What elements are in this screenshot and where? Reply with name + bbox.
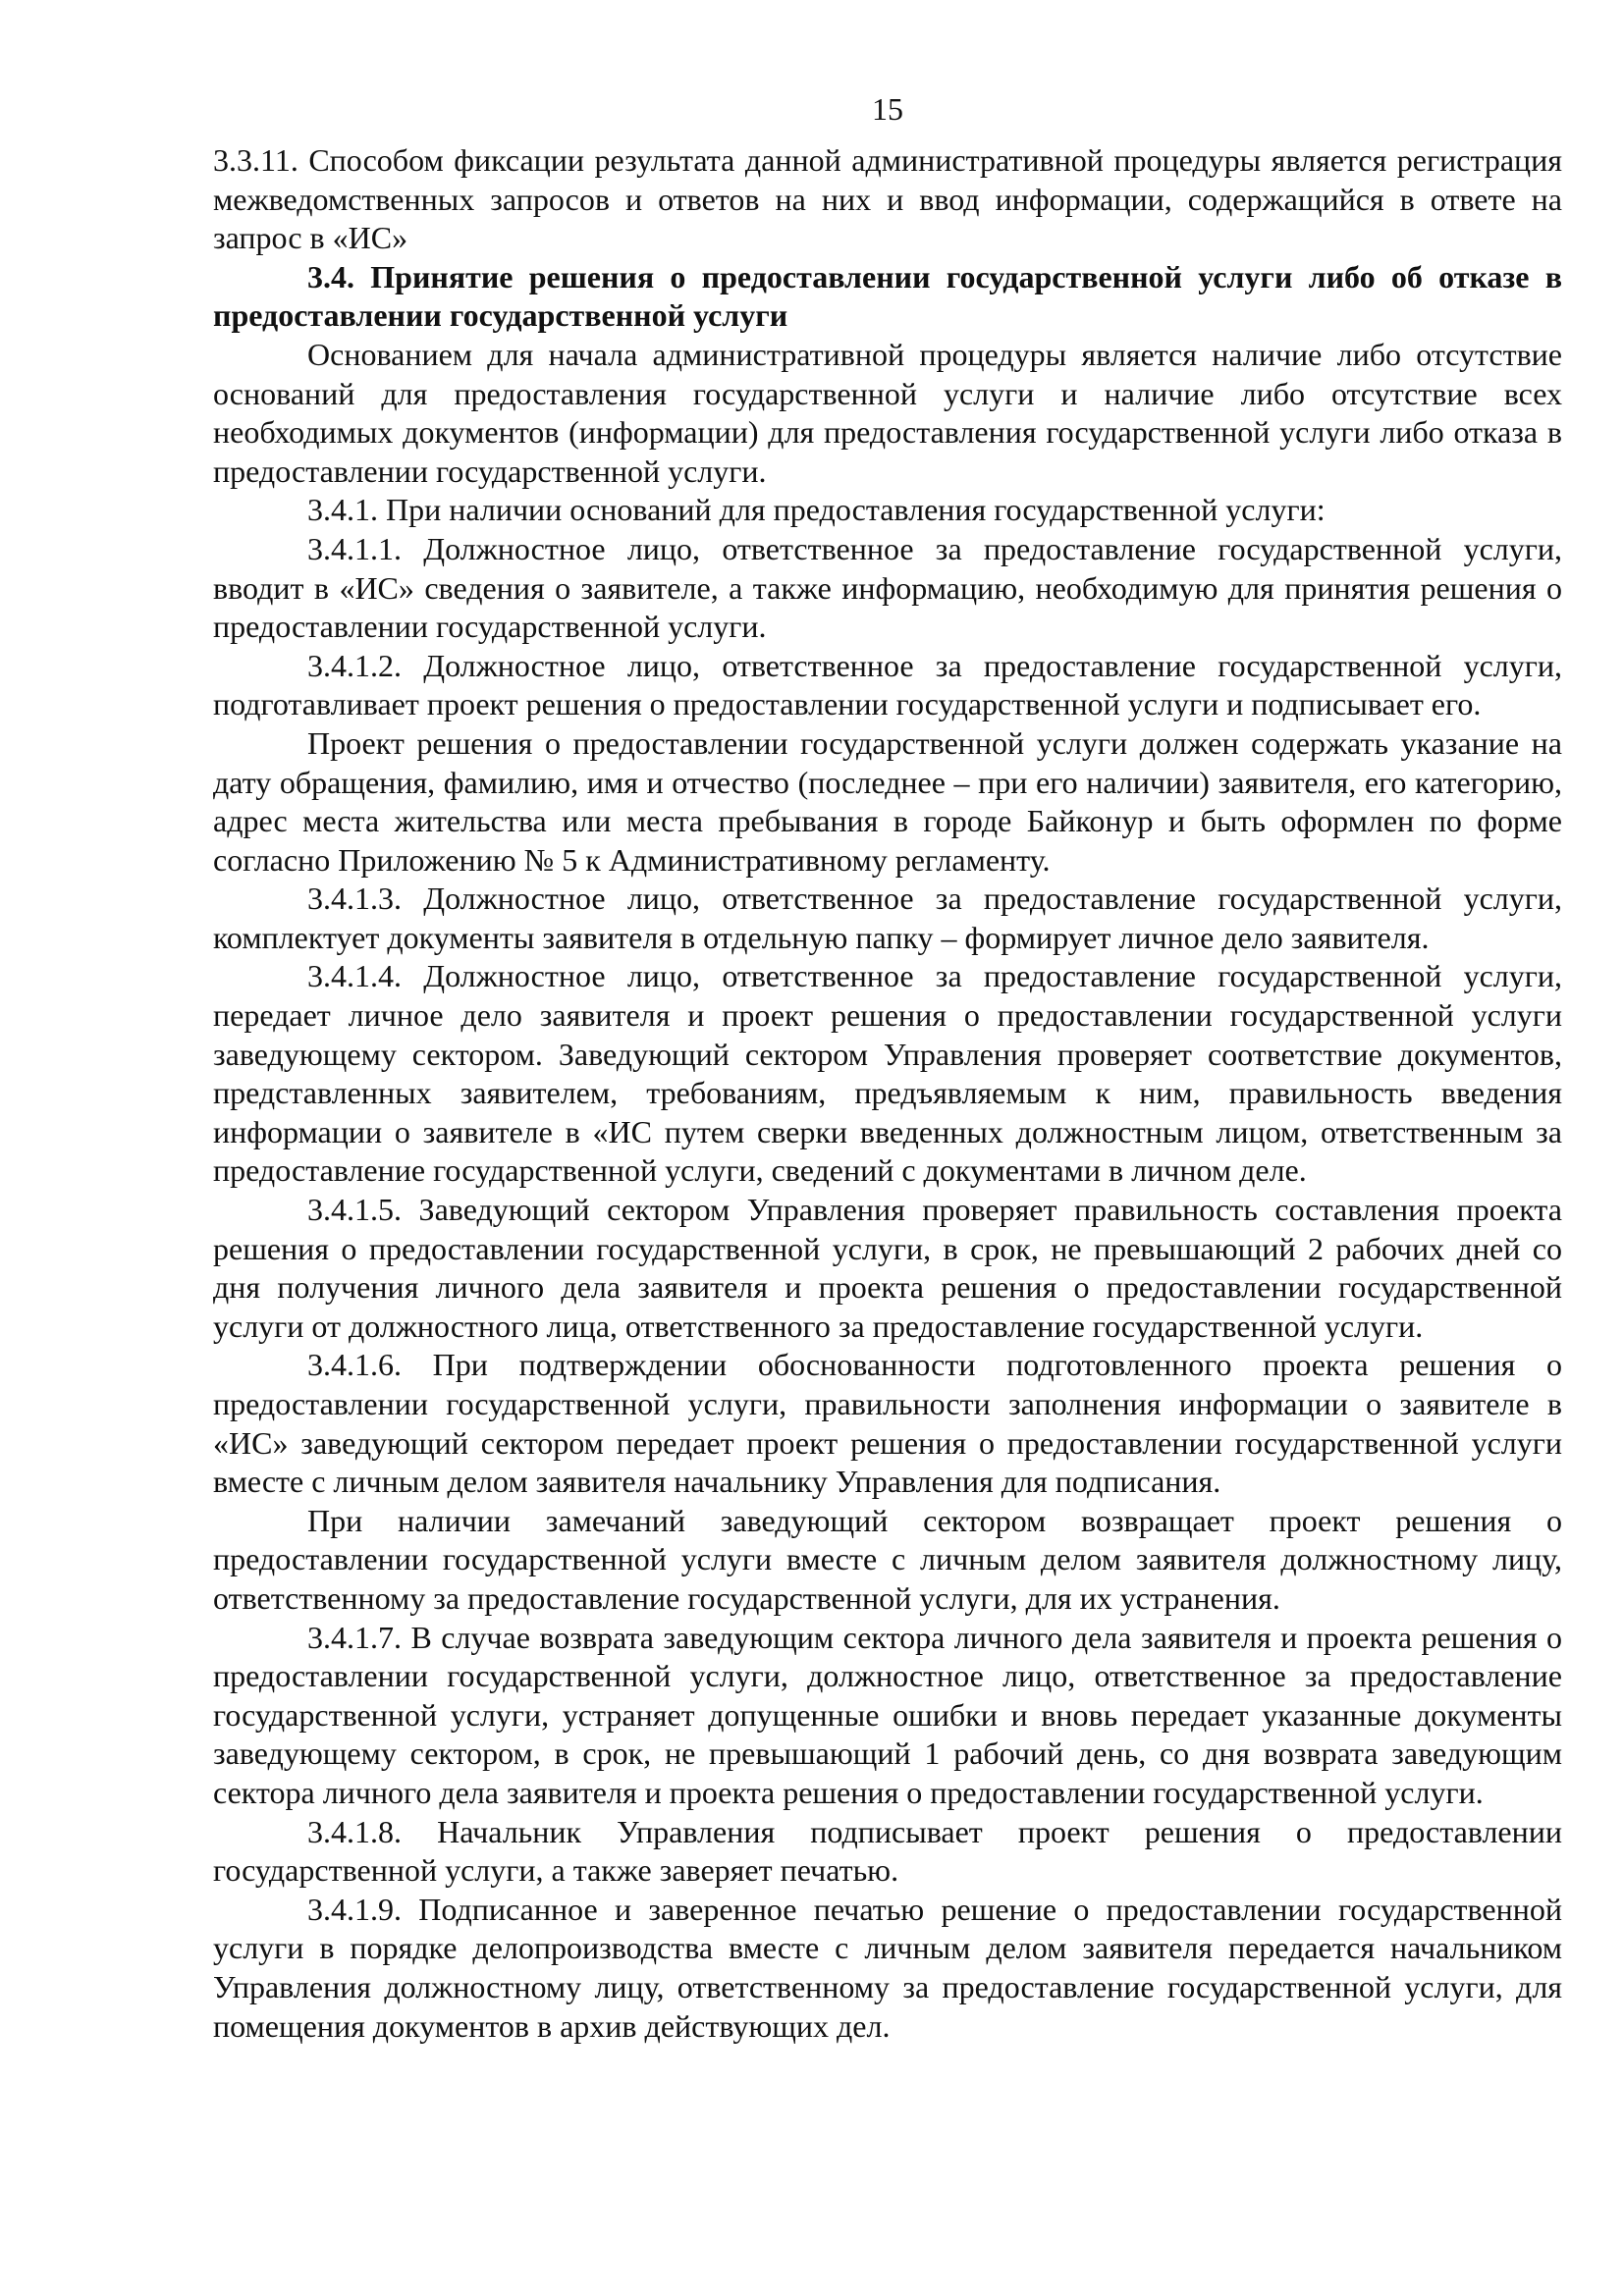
paragraph-3-4-1-9: 3.4.1.9. Подписанное и заверенное печатью решение о предоставлении государственной услуги в порядке делопроизводства вместе с личным делом заявителя передается начальником Управления должностному лицу, ответственному за предоставление государственной услуги, для помещения документов в архив действующих дел. bbox=[213, 1891, 1562, 2044]
paragraph-3-4-1-5: 3.4.1.5. Заведующий сектором Управления проверяет правильность составления проекта решения о предоставлении государственной услуги, в срок, не превышающий 2 рабочих дней со дня получения личного дела заявителя и проекта решения о предоставлении государственной услуги от должностного лица, ответственного за предоставление государственной услуги. bbox=[213, 1192, 1562, 1344]
paragraph-3-4-1: 3.4.1. При наличии оснований для предоставления государственной услуги: bbox=[307, 492, 1326, 528]
paragraph-3-4-1-4: 3.4.1.4. Должностное лицо, ответственное за предоставление государственной услуги, передает личное дело заявителя и проект решения о предоставлении государственной услуги заведующему сектором. Заведующий сектором Управления проверяет соответствие документов, представленных заявителем, требованиям, предъявляемым к ним, правильность введения информации о заявителе в «ИС путем сверки введенных должностным лицом, ответственным за предоставление государственной услуги, сведений с документами в личном деле. bbox=[213, 958, 1562, 1189]
paragraph-3-3-11: 3.3.11. Способом фиксации результата данной административной процедуры является регистрация межведомственных запросов и ответов на них и ввод информации, содержащийся в ответе на запрос в «ИС» bbox=[213, 142, 1562, 256]
paragraph-3-4-1-3: 3.4.1.3. Должностное лицо, ответственное за предоставление государственной услуги, комплектует документы заявителя в отдельную папку – формирует личное дело заявителя. bbox=[213, 881, 1562, 955]
paragraph-3-4-1-7: 3.4.1.7. В случае возврата заведующим сектора личного дела заявителя и проекта решения о предоставлении государственной услуги, должностное лицо, ответственное за предоставление государственной услуги, устраняет допущенные ошибки и вновь передает указанные документы заведующему сектором, в срок, не превышающий 1 рабочий день, со дня возврата заведующим сектора личного дела заявителя и проекта решения о предоставлении государственной услуги. bbox=[213, 1619, 1562, 1810]
paragraph-remarks: При наличии замечаний заведующий сектором возвращает проект решения о предоставлении государственной услуги вместе с личным делом заявителя должностному лицу, ответственному за предоставление государственной услуги, для их устранения. bbox=[213, 1502, 1562, 1616]
paragraph-draft-decision: Проект решения о предоставлении государственной услуги должен содержать указание на дату обращения, фамилию, имя и отчество (последнее – при его наличии) заявителя, его категорию, адрес места жительства или места пребывания в городе Байконур и быть оформлен по форме согласно Приложению № 5 к Административному регламенту. bbox=[213, 724, 1562, 878]
document-page bbox=[213, 90, 1562, 2046]
paragraph-3-4-1-6: 3.4.1.6. При подтверждении обоснованности подготовленного проекта решения о предоставлении государственной услуги, правильности заполнения информации о заявителе в «ИС» заведующий сектором передает проект решения о предоставлении государственной услуги вместе с личным делом заявителя начальнику Управления для подписания. bbox=[213, 1347, 1562, 1500]
paragraph-3-4-1-2: 3.4.1.2. Должностное лицо, ответственное за предоставление государственной услуги, подготавливает проект решения о предоставлении государственной услуги и подписывает его. bbox=[213, 647, 1562, 722]
section-heading-3-4: 3.4. Принятие решения о предоставлении государственной услуги либо об отказе в предоставлении государственной услуги bbox=[213, 258, 1562, 334]
paragraph-basis: Основанием для начала административной процедуры является наличие либо отсутствие оснований для предоставления государственной услуги и наличие либо отсутствие всех необходимых документов (информации) для предоставления государственной услуги либо отказа в предоставлении государственной услуги. bbox=[213, 336, 1562, 489]
page-number: 15 bbox=[872, 91, 903, 127]
paragraph-3-4-1-8: 3.4.1.8. Начальник Управления подписывает проект решения о предоставлении государственной услуги, а также заверяет печатью. bbox=[213, 1813, 1562, 1889]
paragraph-3-4-1-1: 3.4.1.1. Должностное лицо, ответственное за предоставление государственной услуги, вводит в «ИС» сведения о заявителе, а также информацию, необходимую для принятия решения о предоставлении государственной услуги. bbox=[213, 530, 1562, 645]
